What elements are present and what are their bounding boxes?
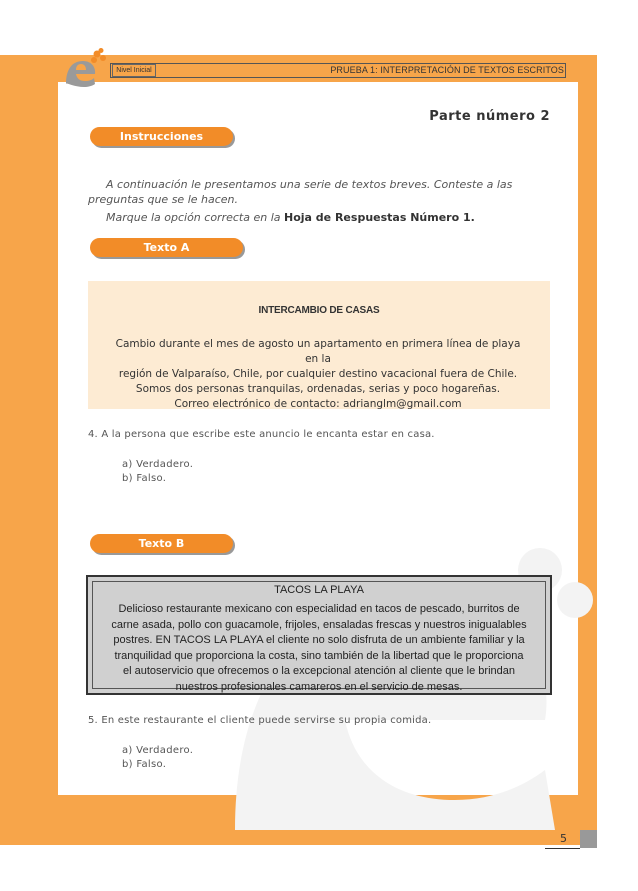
texto-b-body xyxy=(92,602,546,695)
texto-a-box xyxy=(88,281,550,409)
texto-a-body xyxy=(108,337,528,412)
page-number: 5 xyxy=(560,832,567,845)
texto-a-line: Cambio durante el mes de agosto un apartamento en primera línea de playa en la xyxy=(115,338,521,365)
texto-a-title: INTERCAMBIO DE CASAS xyxy=(258,305,380,316)
intro-line2-bold: Hoja de Respuestas Número 1. xyxy=(284,211,475,224)
page-frame-left xyxy=(0,55,58,845)
texto-b-line: carne asada, pollo con guacamole, frijoles, ensaladas frescas y nuestros inigualables xyxy=(111,618,527,631)
texto-b-line: postres. EN TACOS LA PLAYA el cliente no solo disfruta de un ambiente familiar y la xyxy=(113,634,525,646)
question-4-option-a[interactable]: a) Verdadero. xyxy=(122,459,194,470)
question-4: 4. A la persona que escribe este anuncio le encanta estar en casa. xyxy=(88,429,435,440)
texto-b-line: el autoservicio que ofrecemos o la excepcional atención al cliente que le brindan xyxy=(123,665,515,677)
instructions-text-2 xyxy=(106,211,475,224)
texto-b-line: tranquilidad que proporciona la costa, sino también de la libertad que le proporciona xyxy=(114,649,524,662)
intro-line1: A continuación le presentamos una serie de textos breves. Conteste a las preguntas que se le hacen. xyxy=(88,178,513,206)
instrucciones-label: Instrucciones xyxy=(90,127,233,146)
texto-b-line: nuestros profesionales camareros en el servicio de mesas. xyxy=(175,680,463,693)
question-5-option-a[interactable]: a) Verdadero. xyxy=(122,745,194,756)
intro-line2-pre: Marque la opción correcta en la xyxy=(106,211,281,224)
texto-a-label: Texto A xyxy=(90,238,243,257)
question-5: 5. En este restaurante el cliente puede servirse su propia comida. xyxy=(88,715,432,726)
page-number-tab xyxy=(580,830,597,848)
parte-heading: Parte número 2 xyxy=(429,109,550,124)
texto-a-line: región de Valparaíso, Chile, por cualquier destino vacacional fuera de Chile. xyxy=(118,368,518,380)
texto-b-line: Delicioso restaurante mexicano con especialidad en tacos de pescado, burritos de xyxy=(118,603,520,615)
texto-a-line: Correo electrónico de contacto: adrianglm@gmail.com xyxy=(174,398,462,410)
nivel-badge: Nivel Inicial xyxy=(112,64,156,77)
question-5-option-b[interactable]: b) Falso. xyxy=(122,759,167,770)
texto-b-label: Texto B xyxy=(90,534,233,553)
page-number-underline xyxy=(545,848,580,849)
header-title: PRUEBA 1: INTERPRETACIÓN DE TEXTOS ESCRITOS xyxy=(330,65,564,75)
texto-b-title: TACOS LA PLAYA xyxy=(274,584,364,596)
texto-b-box xyxy=(86,575,552,695)
texto-a-line: Somos dos personas tranquilas, ordenadas, serias y poco hogareñas. xyxy=(135,383,501,395)
e-logo xyxy=(64,48,108,88)
question-4-option-b[interactable]: b) Falso. xyxy=(122,473,167,484)
instructions-text xyxy=(88,177,558,207)
